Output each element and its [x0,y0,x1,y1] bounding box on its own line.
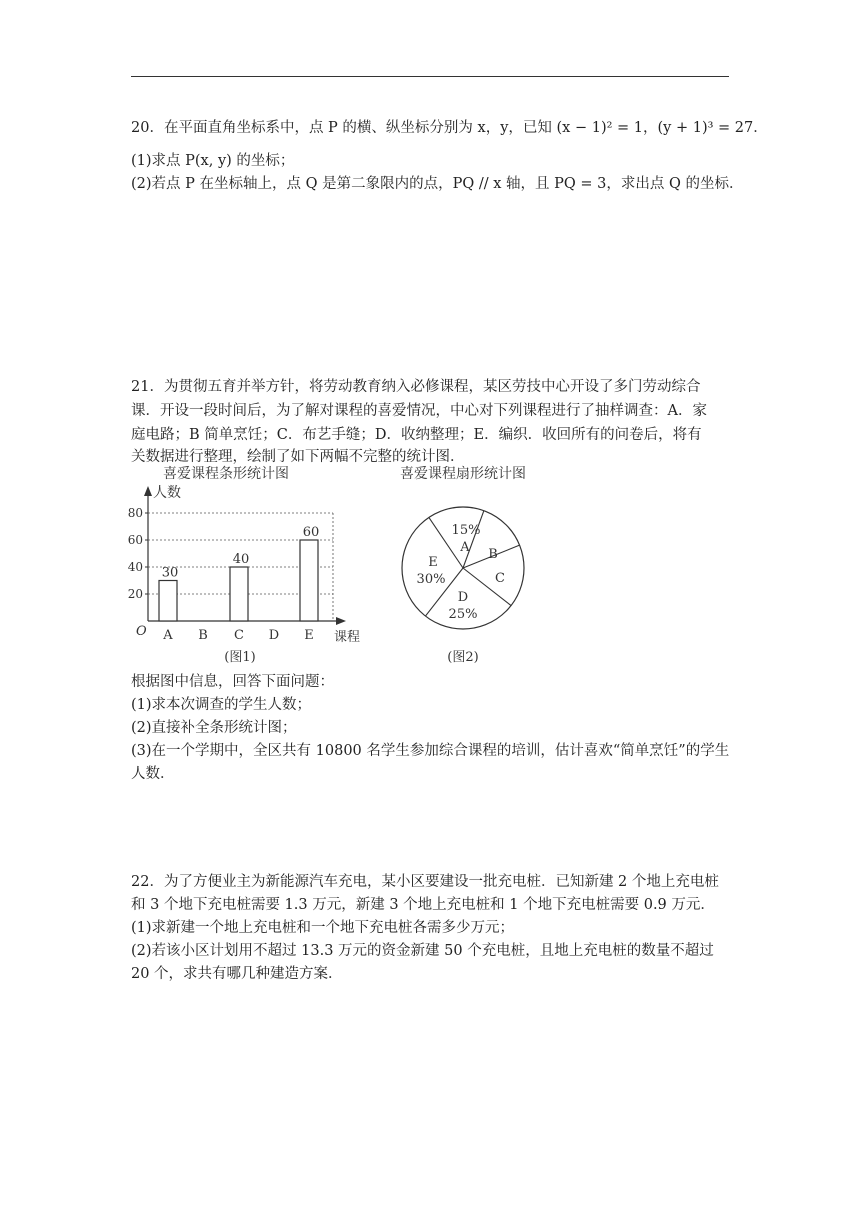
x-tick-label-B: B [198,628,208,643]
pie-slice-percent-E: 30% [416,572,446,587]
q21-stem-line4: 关数据进行整理，绘制了如下两幅不完整的统计图． [131,449,465,465]
pie-slice-percent-D: 25% [448,607,478,622]
q21-part2: (2)直接补全条形统计图； [131,720,297,736]
figure-group [128,462,548,672]
pie-slice-label-B: B [488,547,498,562]
y-axis-label: 人数 [153,485,181,501]
pie-chart-caption: (图2) [447,650,479,665]
q20-stem: 20．在平面直角坐标系中，点 P 的横、纵坐标分别为 x，y，已知 (x − 1)² = 1，(y + 1)³ = 27． [131,120,768,136]
q22-line1: 22．为了方便业主为新能源汽车充电，某小区要建设一批充电桩．已知新建 2 个地上充电桩 [131,874,719,890]
origin-label: O [136,624,147,639]
q20-part1: (1)求点 P(x, y) 的坐标； [131,153,295,169]
pie-slice-label-C: C [495,571,505,586]
y-tick-label: 40 [127,560,143,574]
q21-prompt: 根据图中信息，回答下面问题： [131,674,334,690]
x-axis-arrow [336,617,346,625]
q22-line3: (1)求新建一个地上充电桩和一个地下充电桩各需多少万元； [131,920,515,936]
y-tick-label: 20 [127,587,143,601]
x-tick-label-A: A [163,628,173,643]
pie-slice-label-D: D [457,590,469,605]
q22-line4: (2)若该小区计划用不超过 13.3 万元的资金新建 50 个充电桩，且地上充电桩的数量不超过 [131,943,714,959]
header-rule [131,76,729,77]
bar-value-label-E: 60 [302,525,320,540]
bar-chart-title: 喜爱课程条形统计图 [163,466,289,482]
y-tick-label: 80 [127,506,143,520]
x-tick-label-D: D [268,628,280,643]
x-tick-label-C: C [234,628,244,643]
q21-part1: (1)求本次调查的学生人数； [131,697,312,713]
pie-chart-title: 喜爱课程扇形统计图 [400,466,526,482]
bar-chart-caption: (图1) [224,650,256,665]
q21-stem-line1: 21．为贯彻五育并举方针，将劳动教育纳入必修课程，某区劳技中心开设了多门劳动综合 [131,379,701,395]
q21-stem-line3: 庭电路；B 简单烹饪；C．布艺手缝；D．收纳整理；E．编织．收回所有的问卷后，将有 [131,427,702,443]
pie-chart [376,462,551,672]
q20-part2: (2)若点 P 在坐标轴上，点 Q 是第二象限内的点，PQ // x 轴，且 PQ = 3，求出点 Q 的坐标． [131,176,744,192]
y-tick-label: 60 [127,533,143,547]
y-axis-arrow [144,486,152,496]
bar-C [230,567,248,621]
q22-line5: 20 个，求共有哪几种建造方案． [131,966,343,982]
q22-line2: 和 3 个地下充电桩需要 1.3 万元，新建 3 个地上充电桩和 1 个地下充电桩需要 0.9 万元． [131,897,715,913]
x-axis-label: 课程 [334,630,361,645]
x-tick-label-E: E [304,628,314,643]
bar-E [300,540,318,621]
bar-value-label-C: 40 [232,552,250,567]
q21-part3-line1: (3)在一个学期中，全区共有 10800 名学生参加综合课程的培训，估计喜欢“简单烹饪”的学生 [131,743,730,759]
q21-part3-line2: 人数． [131,766,175,782]
pie-slice-label-E: E [428,555,438,570]
bar-chart [128,462,373,672]
bar-value-label-A: 30 [161,565,179,581]
pie-slice-percent-A: 15% [451,523,481,538]
pie-slice-label-A: A [460,540,470,555]
bar-A [159,581,177,622]
q21-stem-line2: 课．开设一段时间后，为了解对课程的喜爱情况，中心对下列课程进行了抽样调查：A．家 [131,403,707,419]
